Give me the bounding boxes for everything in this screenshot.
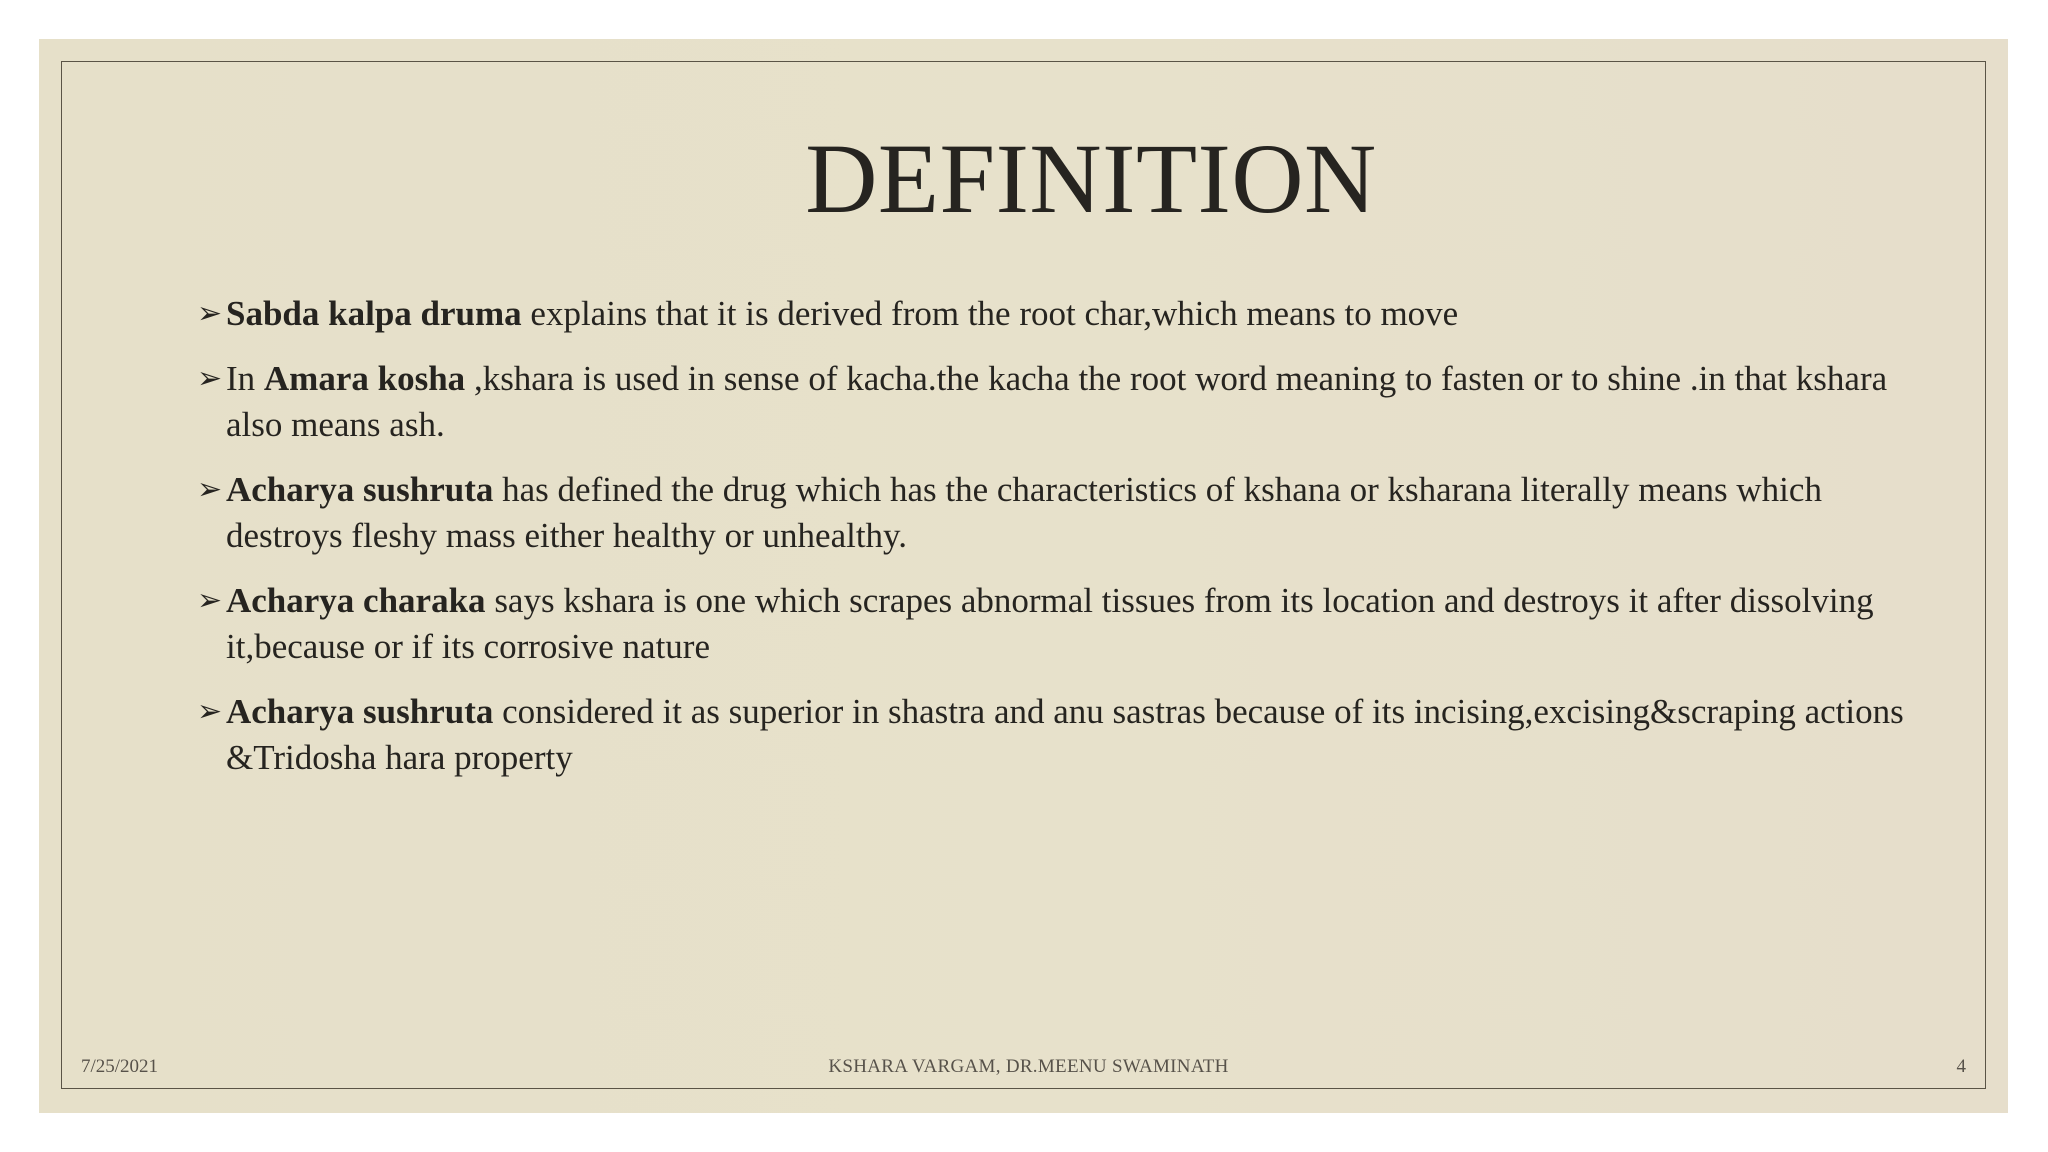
arrowhead-bullet-icon: ➢ [197, 472, 223, 507]
slide-number: 4 [1956, 1056, 1966, 1077]
bullet-body: ,kshara is used in sense of kacha.the kacha the root word meaning to fasten or to shine .in that kshara also means ash. [226, 359, 1888, 444]
bullet-bold-term: Amara kosha [263, 359, 466, 398]
bullet-item [197, 467, 1917, 559]
bullet-text [226, 689, 1917, 781]
footer-date: 7/25/2021 [81, 1056, 159, 1077]
footer-title: KSHARA VARGAM, DR.MEENU SWAMINATH [828, 1056, 1229, 1077]
bullet-list [197, 291, 1917, 800]
bullet-text [226, 467, 1917, 559]
bullet-item [197, 291, 1917, 337]
slide [39, 39, 2008, 1113]
bullet-item [197, 356, 1917, 448]
bullet-item [197, 578, 1917, 670]
bullet-bold-term: Acharya sushruta [226, 470, 494, 509]
bullet-text [226, 578, 1917, 670]
bullet-body: says kshara is one which scrapes abnormal tissues from its location and destroys it after dissolving it,because or if its corrosive nature [226, 581, 1874, 666]
arrowhead-bullet-icon: ➢ [197, 694, 223, 729]
bullet-body: considered it as superior in shastra and anu sastras because of its incising,excising&scraping actions &Tridosha hara property [226, 692, 1904, 777]
bullet-text [226, 291, 1917, 337]
arrowhead-bullet-icon: ➢ [197, 361, 223, 396]
bullet-body: explains that it is derived from the root char,which means to move [521, 294, 1459, 333]
bullet-bold-term: Acharya sushruta [226, 692, 494, 731]
bullet-item [197, 689, 1917, 781]
bullet-body: has defined the drug which has the characteristics of kshana or ksharana literally means which destroys fleshy mass either healthy or unhealthy. [226, 470, 1822, 555]
bullet-text [226, 356, 1917, 448]
arrowhead-bullet-icon: ➢ [197, 583, 223, 618]
bullet-bold-term: Acharya charaka [226, 581, 486, 620]
bullet-lead: In [226, 359, 264, 398]
arrowhead-bullet-icon: ➢ [197, 296, 223, 331]
slide-title: DEFINITION [805, 123, 1377, 234]
bullet-bold-term: Sabda kalpa druma [226, 294, 522, 333]
